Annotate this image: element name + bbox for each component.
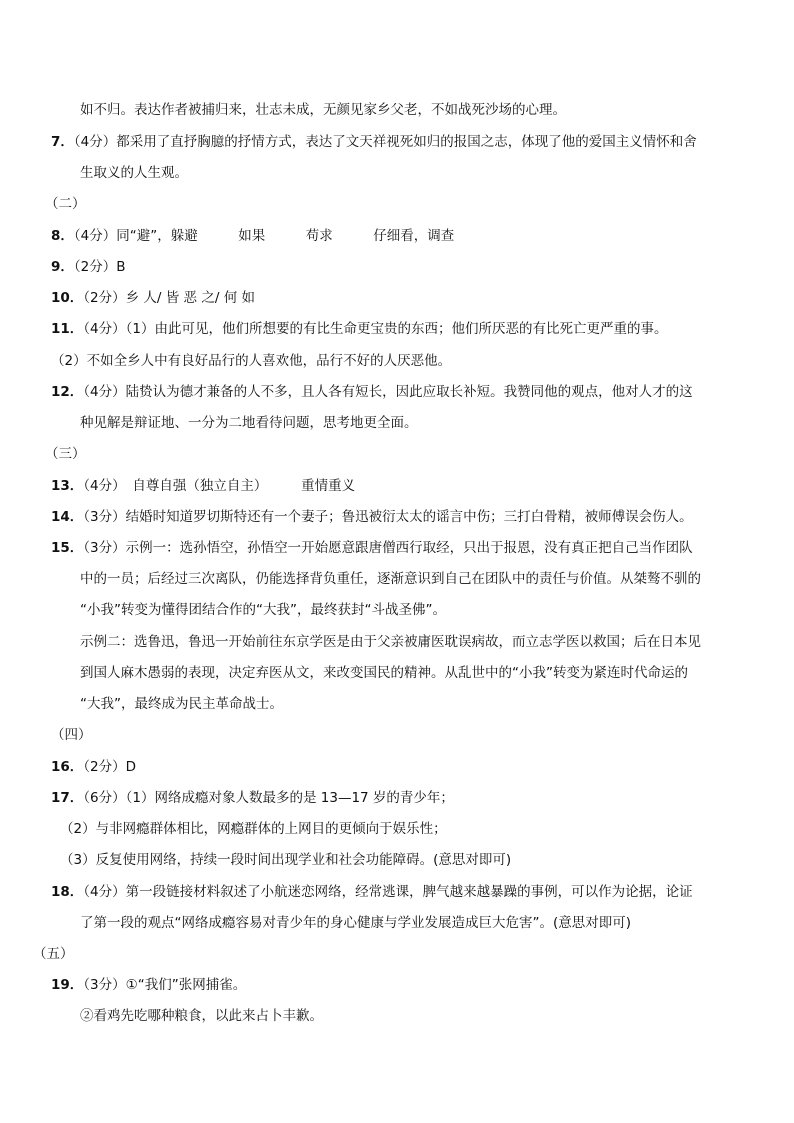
- section-heading-4: （四）: [51, 727, 92, 743]
- question-number: 16．: [51, 759, 84, 775]
- answer-7-continuation: 生取义的人生观。: [80, 165, 188, 181]
- question-number: 8．: [51, 228, 74, 244]
- answer-text: （4分）同“避”，躲避 如果 苟求 仔细看，调查: [73, 228, 455, 244]
- answer-12-continuation: 种见解是辩证地、一分为二地看待问题，思考地更全面。: [80, 415, 418, 431]
- question-number: 13．: [51, 478, 84, 494]
- section-heading-3: （三）: [45, 446, 86, 462]
- question-number: 15．: [51, 540, 84, 556]
- answer-6-continuation: 如不归。表达作者被捕归来，壮志未成，无颜见家乡父老，不如战死沙场的心理。: [80, 102, 566, 118]
- answer-text: （3分）①“我们”张网捕雀。: [83, 977, 247, 993]
- answer-8: [51, 227, 454, 245]
- answer-19: [51, 976, 246, 994]
- answer-9: [51, 258, 126, 276]
- answer-16: [51, 758, 136, 776]
- answer-12: [51, 383, 693, 401]
- section-heading-2: （二）: [45, 196, 86, 212]
- answer-text: （4分）都采用了直抒胸臆的抒情方式，表达了文天祥视死如归的报国之志，体现了他的爱国主义情怀和舍: [73, 134, 697, 150]
- question-number: 19．: [51, 977, 84, 993]
- answer-15: [51, 539, 693, 557]
- answer-text: （4分）第一段链接材料叙述了小航迷恋网络，经常逃课，脾气越来越暴躁的事例，可以作为论据，论证: [83, 884, 693, 900]
- answer-18: [51, 883, 693, 901]
- answer-18-continuation: 了第一段的观点“网络成瘾容易对青少年的身心健康与学业发展造成巨大危害”。(意思对即可): [80, 915, 632, 931]
- question-number: 12．: [51, 384, 84, 400]
- answer-15-continuation: 中的一员；后经过三次离队，仍能选择背负重任，逐渐意识到自己在团队中的责任与价值。从桀骜不驯的: [80, 571, 701, 587]
- answer-text: （3分）示例一：选孙悟空，孙悟空一开始愿意跟唐僧西行取经，只出于报恩，没有真正把自己当作团队: [83, 540, 693, 556]
- answer-7: [51, 133, 697, 151]
- answer-13: [51, 477, 355, 495]
- answer-15-continuation: “大我”，最终成为民主革命战士。: [80, 696, 283, 712]
- question-number: 10．: [51, 290, 84, 306]
- question-number: 9．: [51, 259, 74, 275]
- answer-text: （2分）乡 人/ 皆 恶 之/ 何 如: [83, 290, 255, 306]
- question-number: 18．: [51, 884, 84, 900]
- answer-15-continuation: 到国人麻木愚弱的表现，决定弃医从文，来改变国民的精神。从乱世中的“小我”转变为紧连时代命运的: [80, 665, 688, 681]
- answer-text: （2分）D: [83, 759, 137, 775]
- answer-text: （4分） 自尊自强（独立自主） 重情重义: [83, 478, 356, 494]
- answer-text: （2分）B: [73, 259, 126, 275]
- section-heading-5: （五）: [33, 946, 74, 962]
- answer-15-continuation: “小我”转变为懂得团结合作的“大我”，最终获封“斗战圣佛”。: [80, 602, 446, 618]
- answer-17: [51, 789, 454, 807]
- question-number: 17．: [51, 790, 84, 806]
- answer-text: （4分）陆贽认为德才兼备的人不多，且人各有短长，因此应取长补短。我赞同他的观点，他对人才的这: [83, 384, 693, 400]
- answer-text: （6分）（1）网络成瘾对象人数最多的是 13—17 岁的青少年；: [83, 790, 454, 806]
- question-number: 11．: [51, 321, 84, 337]
- answer-11: [51, 320, 667, 338]
- answer-10: [51, 289, 255, 307]
- answer-17-part-2: （2）与非网瘾群体相比，网瘾群体的上网目的更倾向于娱乐性；: [60, 821, 447, 837]
- question-number: 14．: [51, 509, 84, 525]
- answer-17-part-3: （3）反复使用网络，持续一段时间出现学业和社会功能障碍。(意思对即可): [60, 852, 512, 868]
- answer-text: （4分）（1）由此可见，他们所想要的有比生命更宝贵的东西；他们所厌恶的有比死亡更严重的事。: [83, 321, 668, 337]
- question-number: 7．: [51, 134, 74, 150]
- answer-15-example-2: 示例二：选鲁迅，鲁迅一开始前往东京学医是由于父亲被庸医耽误病故，而立志学医以救国；后在日本见: [80, 634, 701, 650]
- answer-14: [51, 508, 693, 526]
- answer-19-part-2: ②看鸡先吃哪种粮食，以此来占卜丰歉。: [80, 1008, 323, 1024]
- answer-11-part-2: （2）不如全乡人中有良好品行的人喜欢他，品行不好的人厌恶他。: [51, 353, 452, 369]
- answer-text: （3分）结婚时知道罗切斯特还有一个妻子；鲁迅被衍太太的谣言中伤；三打白骨精，被师傅误会伤人。: [83, 509, 693, 525]
